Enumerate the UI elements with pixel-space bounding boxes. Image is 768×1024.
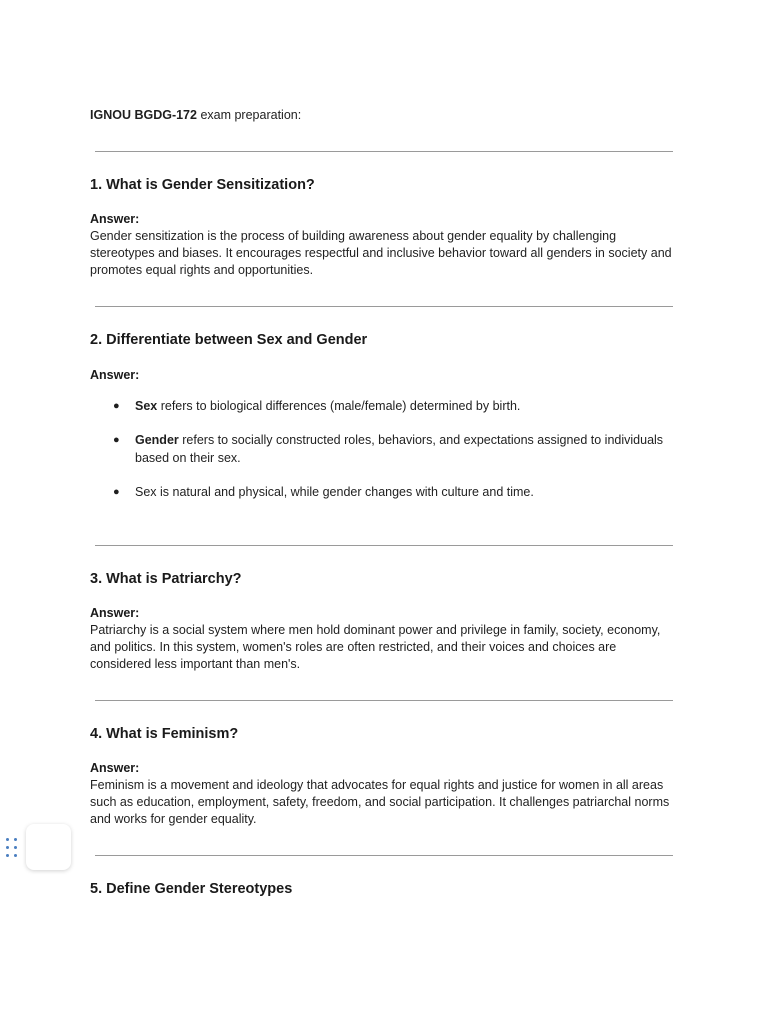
intro-text: exam preparation:	[196, 108, 302, 122]
list-item	[113, 432, 673, 467]
intro-line	[90, 107, 301, 124]
answer-3-text: Patriarchy is a social system where men hold dominant power and privilege in family, society, economy, and politics. In this system, women's roles are often restricted, and their voices and choices are considered less important than men's.	[90, 623, 661, 671]
divider	[95, 855, 673, 856]
divider	[95, 306, 673, 307]
intro-course-code: IGNOU BGDG-172	[90, 108, 197, 122]
question-5-heading: 5. Define Gender Stereotypes	[90, 881, 293, 897]
answer-4-label: Answer:	[90, 761, 140, 775]
divider	[95, 700, 673, 701]
bullet-icon: ●	[113, 400, 120, 412]
list-item-term: Sex	[135, 399, 158, 413]
list-item	[113, 484, 673, 502]
list-item-text: refers to biological differences (male/female) determined by birth.	[157, 399, 521, 413]
list-item-text: refers to socially constructed roles, behaviors, and expectations assigned to individuals based on their sex.	[135, 433, 664, 465]
question-1-heading: 1. What is Gender Sensitization?	[90, 177, 315, 193]
list-item-term: Gender	[135, 433, 179, 447]
answer-1-label: Answer:	[90, 212, 140, 226]
bullet-icon: ●	[113, 434, 120, 446]
answer-4-text: Feminism is a movement and ideology that advocates for equal rights and justice for women in all areas such as education, employment, safety, freedom, and social participation. It challenges patriarchal norms and works for gender equality.	[90, 778, 670, 826]
list-item-text: Sex is natural and physical, while gender changes with culture and time.	[135, 485, 534, 499]
bullet-icon: ●	[113, 486, 120, 498]
question-3-heading: 3. What is Patriarchy?	[90, 571, 242, 587]
floating-card[interactable]	[26, 824, 71, 870]
question-2-heading: 2. Differentiate between Sex and Gender	[90, 332, 368, 348]
answer-2-label: Answer:	[90, 368, 140, 382]
answer-3-label: Answer:	[90, 606, 140, 620]
question-4-heading: 4. What is Feminism?	[90, 726, 239, 742]
divider	[95, 545, 673, 546]
drag-handle-icon[interactable]	[4, 836, 20, 860]
answer-1-text: Gender sensitization is the process of building awareness about gender equality by challenging stereotypes and biases. It encourages respectful and inclusive behavior toward all genders in society and promotes equal rights and opportunities.	[90, 229, 672, 277]
divider	[95, 151, 673, 152]
list-item	[113, 398, 673, 416]
